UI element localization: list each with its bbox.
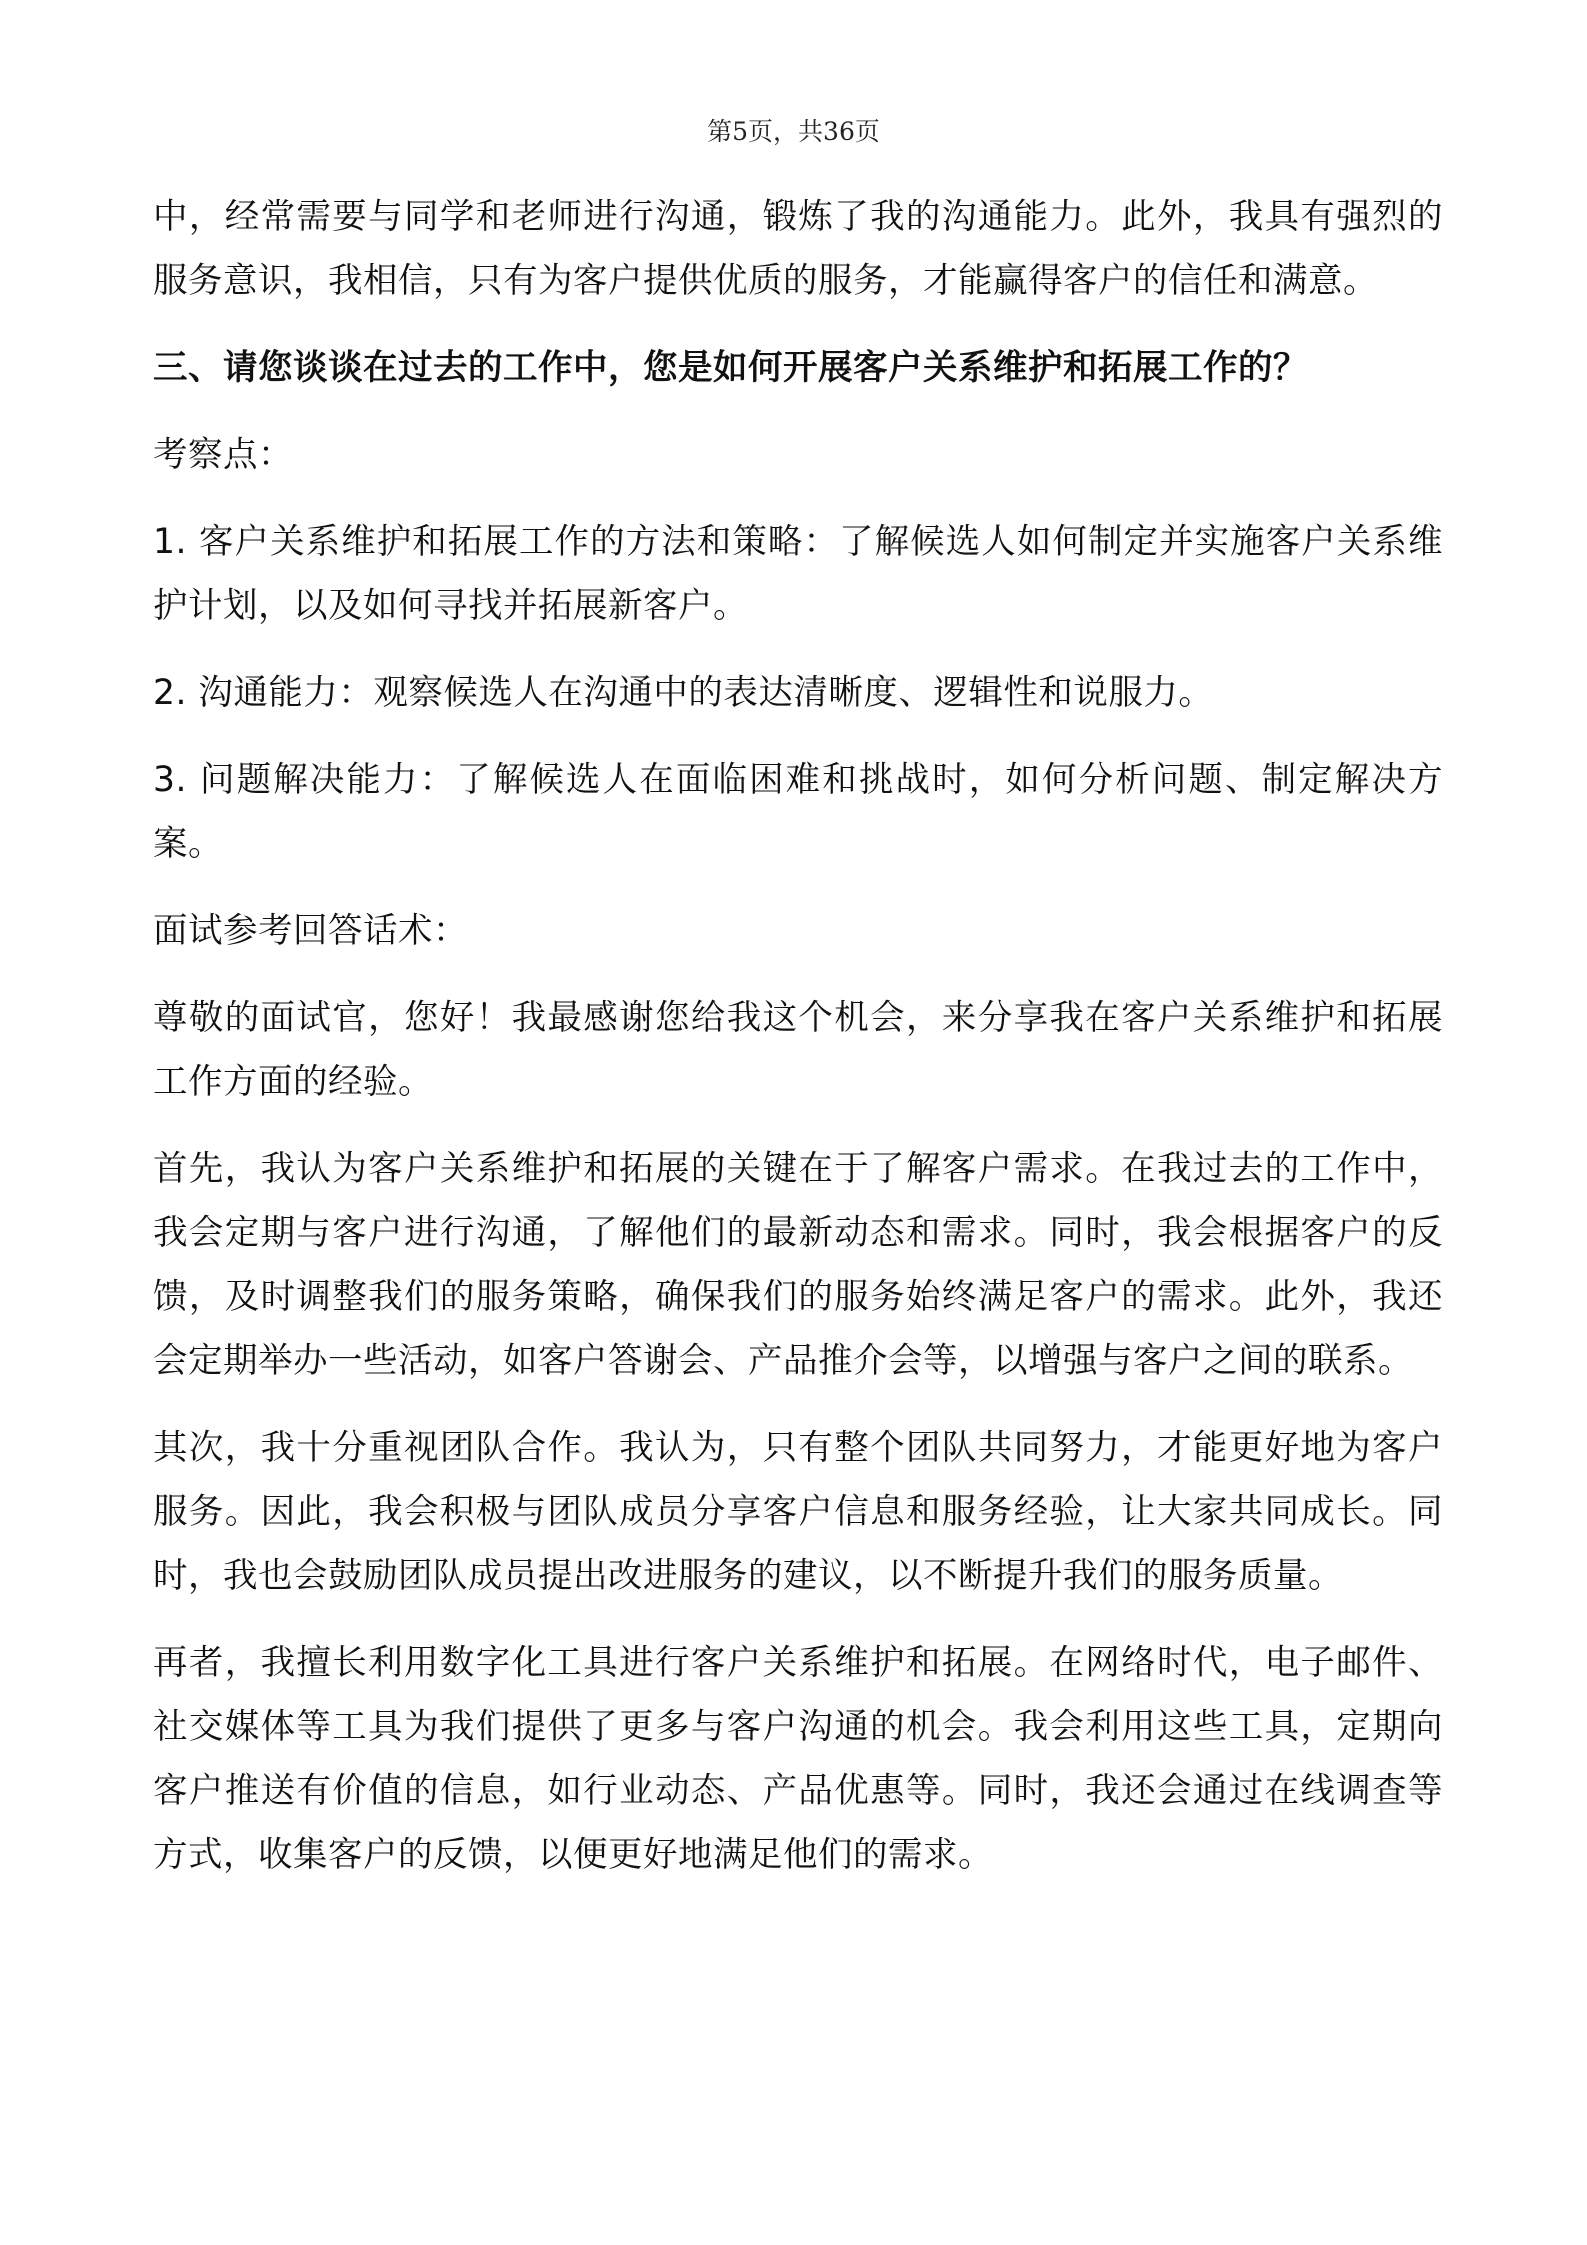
reference-answer-label: 面试参考回答话术： [153,911,468,951]
answer-paragraph-first: 首先，我认为客户关系维护和拓展的关键在于了解客户需求。在我过去的工作中，我会定期与客户进行沟通，了解他们的最新动态和需求。同时，我会根据客户的反馈，及时调整我们的服务策略，确保我们的服务始终满足客户的需求。此外，我还会定期举办一些活动，如客户答谢会、产品推介会等，以增强与客户之间的联系。 [153,1149,1443,1381]
paragraph-continuation: 中，经常需要与同学和老师进行沟通，锻炼了我的沟通能力。此外，我具有强烈的服务意识，我相信，只有为客户提供优质的服务，才能赢得客户的信任和满意。 [153,197,1443,301]
assessment-point-3: 3. 问题解决能力：了解候选人在面临困难和挑战时，如何分析问题、制定解决方案。 [153,760,1443,864]
page-number-indicator: 第5页，共36页 [707,117,880,146]
answer-paragraph-third: 再者，我擅长利用数字化工具进行客户关系维护和拓展。在网络时代，电子邮件、社交媒体等工具为我们提供了更多与客户沟通的机会。我会利用这些工具，定期向客户推送有价值的信息，如行业动态、产品优惠等。同时，我还会通过在线调查等方式，收集客户的反馈，以便更好地满足他们的需求。 [153,1643,1443,1875]
answer-paragraph-second: 其次，我十分重视团队合作。我认为，只有整个团队共同努力，才能更好地为客户服务。因此，我会积极与团队成员分享客户信息和服务经验，让大家共同成长。同时，我也会鼓励团队成员提出改进服务的建议，以不断提升我们的服务质量。 [153,1428,1443,1596]
section-heading-question-3: 三、请您谈谈在过去的工作中，您是如何开展客户关系维护和拓展工作的？ [153,348,1308,388]
answer-greeting: 尊敬的面试官，您好！我最感谢您给我这个机会，来分享我在客户关系维护和拓展工作方面的经验。 [153,998,1443,1102]
assessment-point-2: 2. 沟通能力：观察候选人在沟通中的表达清晰度、逻辑性和说服力。 [153,673,1214,713]
assessment-point-1: 1. 客户关系维护和拓展工作的方法和策略：了解候选人如何制定并实施客户关系维护计划，以及如何寻找并拓展新客户。 [153,522,1443,626]
assessment-points-label: 考察点： [153,435,293,475]
document-body [153,185,1443,1910]
